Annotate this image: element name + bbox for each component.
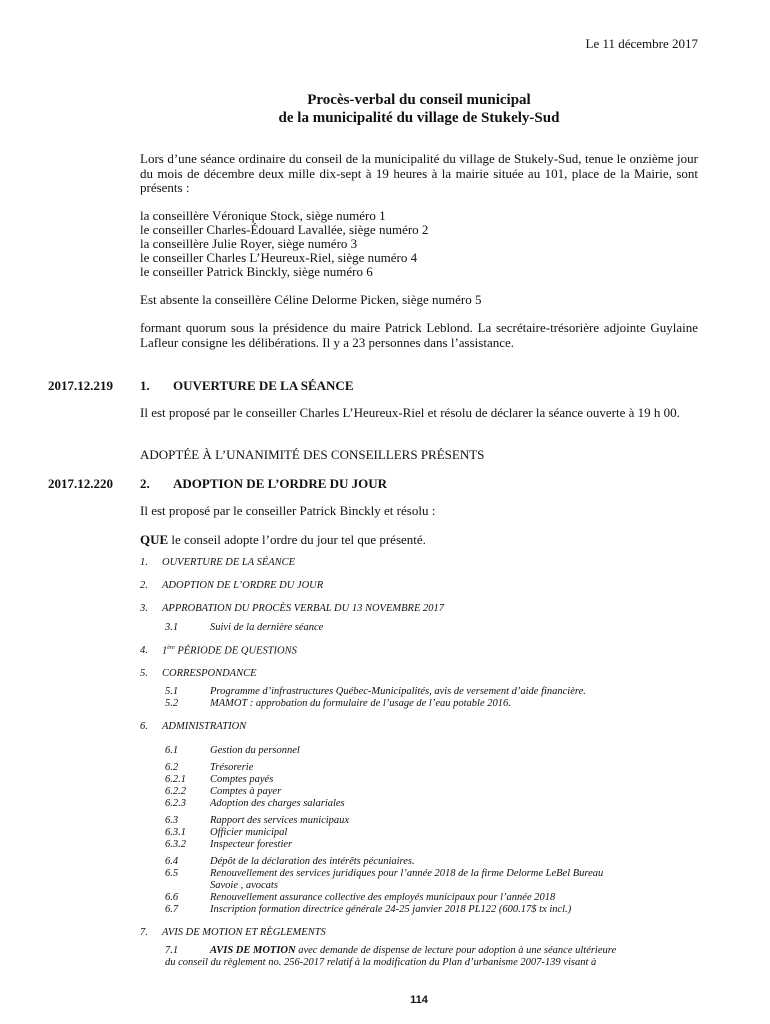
agenda-item: Renouvellement assurance collective des employés municipaux pour l’année 2018 [210, 892, 556, 903]
section-title: OUVERTURE DE LA SÉANCE [173, 378, 354, 393]
agenda-item: MAMOT : approbation du formulaire de l’usage de l’eau potable 2016. [210, 698, 511, 709]
agenda-item-sup: ère [167, 645, 175, 651]
document-date: Le 11 décembre 2017 [585, 36, 698, 51]
agenda-item: Trésorerie [210, 762, 254, 773]
agenda-item: AVIS DE MOTION ET RÈGLEMENTS [162, 927, 326, 938]
present-member: la conseillère Julie Royer, siège numéro 3 [140, 236, 358, 251]
agenda-num: 2. [140, 580, 148, 591]
quorum-paragraph: formant quorum sous la présidence du maire Patrick Leblond. La secrétaire-trésorière adjointe Guylaine Lafleur consigne les délibérations. Il y a 23 personnes dans l’assistance. [140, 320, 698, 350]
agenda-item: Dépôt de la déclaration des intérêts pécuniaires. [210, 856, 415, 867]
adoption-statement: ADOPTÉE À L’UNANIMITÉ DES CONSEILLERS PRÉSENTS [140, 447, 485, 462]
agenda-item-bold: AVIS DE MOTION [210, 945, 296, 956]
agenda-item: Inspecteur forestier [210, 839, 293, 850]
agenda-item: Rapport des services municipaux [210, 815, 350, 826]
que-text: le conseil adopte l’ordre du jour tel que présenté. [168, 532, 426, 547]
agenda-item: CORRESPONDANCE [162, 668, 257, 679]
present-member: le conseiller Charles L’Heureux-Riel, siège numéro 4 [140, 250, 418, 265]
agenda-item: OUVERTURE DE LA SÉANCE [162, 557, 296, 568]
title-line-2: de la municipalité du village de Stukely-Sud [278, 110, 560, 126]
agenda-num: 7. [140, 927, 148, 938]
present-member: le conseiller Patrick Binckly, siège numéro 6 [140, 264, 373, 279]
agenda-item: Gestion du personnel [210, 745, 300, 756]
section-number: 1. [140, 378, 150, 393]
agenda-num: 6.1 [165, 745, 179, 756]
agenda-num: 6.5 [165, 868, 179, 879]
agenda-num: 6.4 [165, 856, 179, 867]
agenda-num: 6. [140, 721, 148, 732]
agenda-item: Comptes payés [210, 774, 274, 785]
agenda-num: 7.1 [165, 945, 179, 956]
que-statement [140, 533, 426, 548]
agenda-num: 3. [140, 603, 148, 614]
agenda-item: Comptes à payer [210, 786, 282, 797]
agenda-item: ADOPTION DE L’ORDRE DU JOUR [162, 580, 324, 591]
section-text: Il est proposé par le conseiller Charles L’Heureux-Riel et résolu de déclarer la séance ouverte à 19 h 00. [140, 405, 680, 420]
agenda-num: 6.2.3 [165, 798, 186, 809]
agenda-item: Officier municipal [210, 827, 288, 838]
agenda-num: 6.3 [165, 815, 179, 826]
que-keyword: QUE [140, 532, 169, 547]
agenda-num: 4. [140, 645, 148, 656]
section-title: ADOPTION DE L’ORDRE DU JOUR [173, 476, 388, 491]
agenda-item-text: PÉRIODE DE QUESTIONS [174, 645, 297, 657]
present-member: la conseillère Véronique Stock, siège numéro 1 [140, 208, 386, 223]
agenda-num: 5. [140, 668, 148, 679]
agenda-item-continued: Savoie , avocats [210, 880, 278, 891]
document-title [0, 91, 770, 127]
agenda-num: 5.1 [165, 686, 179, 697]
agenda-num: 6.3.2 [165, 839, 186, 850]
agenda-item: Suivi de la dernière séance [210, 622, 324, 633]
agenda-num: 5.2 [165, 698, 179, 709]
agenda-num: 6.2.1 [165, 774, 186, 785]
agenda-num: 6.2 [165, 762, 179, 773]
agenda-item [162, 645, 297, 657]
agenda-item-prefix: 1 [162, 645, 168, 657]
agenda-item: Inscription formation directrice générale 24-25 janvier 2018 PL122 (600.17$ tx incl.) [210, 904, 572, 915]
resolution-number: 2017.12.219 [48, 378, 113, 393]
agenda-num: 1. [140, 557, 148, 568]
intro-paragraph: Lors d’une séance ordinaire du conseil de la municipalité du village de Stukely-Sud, tenue le onzième jour du mois de décembre deux mille dix-sept à 19 heures à la mairie située au 101, place de la Mairie, sont présents : [140, 151, 698, 195]
absent-member: Est absente la conseillère Céline Delorme Picken, siège numéro 5 [140, 292, 482, 307]
agenda-item: Adoption des charges salariales [210, 798, 345, 809]
agenda-num: 6.2.2 [165, 786, 186, 797]
agenda-num: 3.1 [165, 622, 179, 633]
agenda-item: APPROBATION DU PROCÈS VERBAL DU 13 NOVEMBRE 2017 [162, 603, 445, 614]
title-line-1: Procès-verbal du conseil municipal [307, 92, 531, 108]
agenda-item-text: avec demande de dispense de lecture pour adoption à une séance ultérieure [295, 945, 617, 956]
page-number: 114 [410, 994, 428, 1006]
agenda-item: Programme d’infrastructures Québec-Municipalités, avis de versement d’aide financière. [210, 686, 586, 697]
resolution-number: 2017.12.220 [48, 476, 113, 491]
present-member: le conseiller Charles-Édouard Lavallée, siège numéro 2 [140, 222, 429, 237]
agenda-item: Renouvellement des services juridiques pour l’année 2018 de la firme Delorme LeBel Bureau [210, 868, 604, 879]
agenda-item-continued: du conseil du règlement no. 256-2017 relatif à la modification du Plan d’urbanisme 2007-139 visant à [165, 957, 597, 968]
agenda-num: 6.6 [165, 892, 179, 903]
section-text: Il est proposé par le conseiller Patrick Binckly et résolu : [140, 503, 436, 518]
agenda-num: 6.7 [165, 904, 179, 915]
agenda-num: 6.3.1 [165, 827, 186, 838]
section-number: 2. [140, 476, 150, 491]
agenda-item: ADMINISTRATION [162, 721, 247, 732]
agenda-item [210, 945, 616, 956]
